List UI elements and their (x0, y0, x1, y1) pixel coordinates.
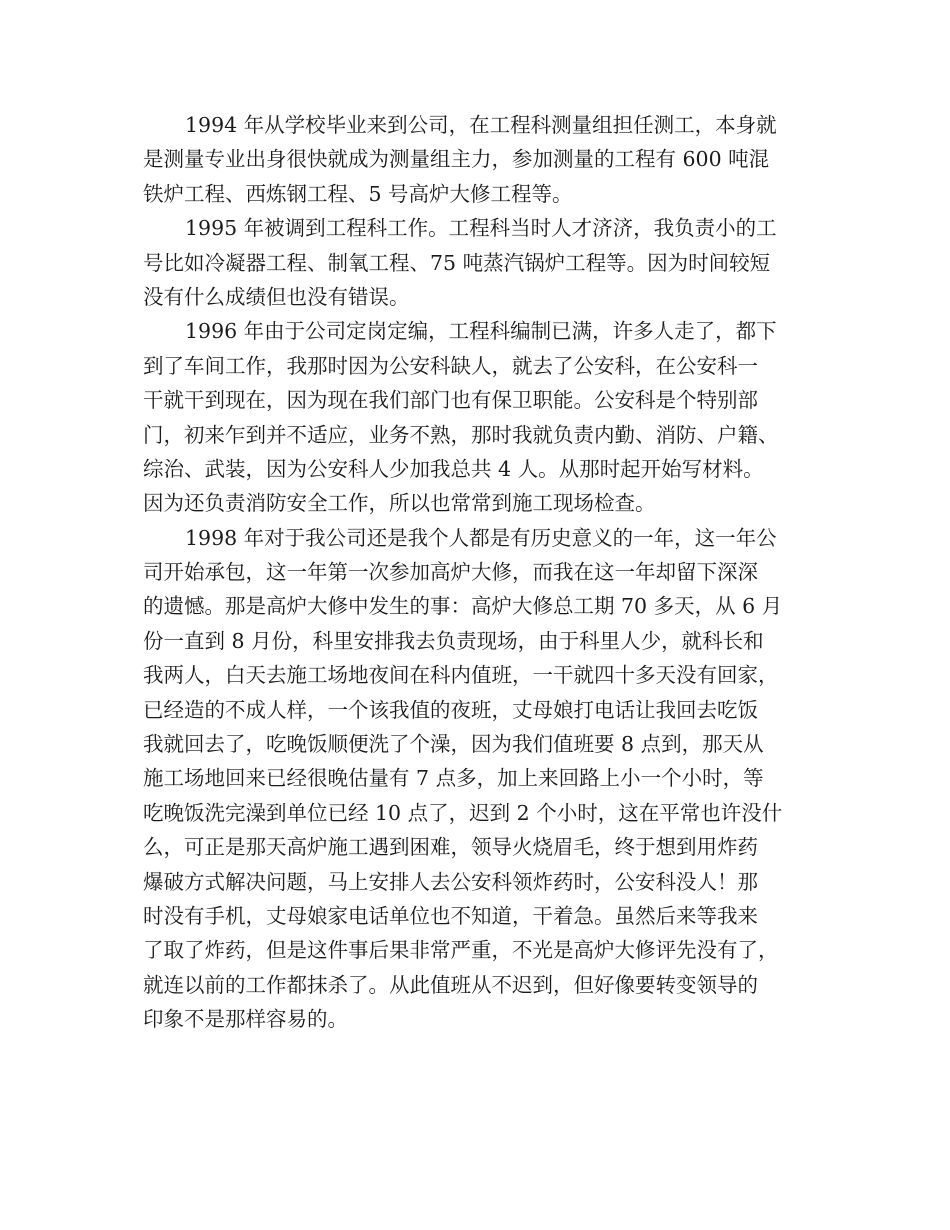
paragraph-1995 (143, 211, 803, 314)
text-line: 1996 年由于公司定岗定编，工程科编制已满，许多人走了，都下 (185, 319, 777, 344)
text-line: 综治、武装，因为公安科人少加我总共 4 人。从那时起开始写材料。 (143, 456, 764, 481)
paragraph-1994 (143, 108, 803, 211)
text-line: 已经造的不成人样，一个该我值的夜班，丈母娘打电话让我回去吃饭 (143, 697, 758, 722)
text-line: 铁炉工程、西炼钢工程、5 号高炉大修工程等。 (143, 181, 573, 206)
document-body (143, 108, 803, 1037)
text-line: 时没有手机，丈母娘家电话单位也不知道，干着急。虽然后来等我来 (143, 903, 758, 928)
text-line: 我两人，白天去施工场地夜间在科内值班，一干就四十多天没有回家， (143, 663, 779, 688)
text-line: 印象不是那样容易的。 (143, 1007, 348, 1032)
paragraph-1996 (143, 314, 803, 520)
text-line: 1994 年从学校毕业来到公司，在工程科测量组担任测工，本身就 (185, 113, 777, 137)
text-line: 爆破方式解决问题，马上安排人去公安科领炸药时，公安科没人！那 (143, 869, 758, 894)
text-line: 1998 年对于我公司还是我个人都是有历史意义的一年，这一年公 (185, 525, 777, 550)
text-line: 施工场地回来已经很晚估量有 7 点多，加上来回路上小一个小时，等 (143, 766, 764, 791)
text-line: 司开始承包，这一年第一次参加高炉大修，而我在这一年却留下深深 (143, 560, 758, 585)
text-line: 么，可正是那天高炉施工遇到困难，领导火烧眉毛，终于想到用炸药 (143, 835, 758, 860)
text-line: 门，初来乍到并不适应，业务不熟，那时我就负责内勤、消防、户籍、 (143, 422, 779, 447)
text-line: 号比如冷凝器工程、制氧工程、75 吨蒸汽锅炉工程等。因为时间较短 (143, 250, 771, 275)
text-line: 没有什么成绩但也没有错误。 (143, 284, 410, 309)
text-line: 1995 年被调到工程科工作。工程科当时人才济济，我负责小的工 (185, 216, 777, 241)
text-line: 的遗憾。那是高炉大修中发生的事：高炉大修总工期 70 多天，从 6 月 (143, 594, 783, 619)
text-line: 我就回去了，吃晚饭顺便洗了个澡，因为我们值班要 8 点到，那天从 (143, 732, 764, 757)
text-line: 份一直到 8 月份，科里安排我去负责现场，由于科里人少，就科长和 (143, 628, 764, 653)
text-line: 到了车间工作，我那时因为公安科缺人，就去了公安科，在公安科一 (143, 353, 758, 378)
paragraph-1998 (143, 521, 803, 1037)
text-line: 因为还负责消防安全工作，所以也常常到施工现场检查。 (143, 491, 656, 516)
text-line: 吃晚饭洗完澡到单位已经 10 点了，迟到 2 个小时，这在平常也许没什 (143, 800, 783, 825)
text-line: 就连以前的工作都抹杀了。从此值班从不迟到，但好像要转变领导的 (143, 972, 758, 997)
text-line: 是测量专业出身很快就成为测量组主力，参加测量的工程有 600 吨混 (143, 147, 770, 172)
text-line: 了取了炸药，但是这件事后果非常严重，不光是高炉大修评先没有了， (143, 938, 779, 963)
text-line: 干就干到现在，因为现在我们部门也有保卫职能。公安科是个特别部 (143, 388, 758, 413)
